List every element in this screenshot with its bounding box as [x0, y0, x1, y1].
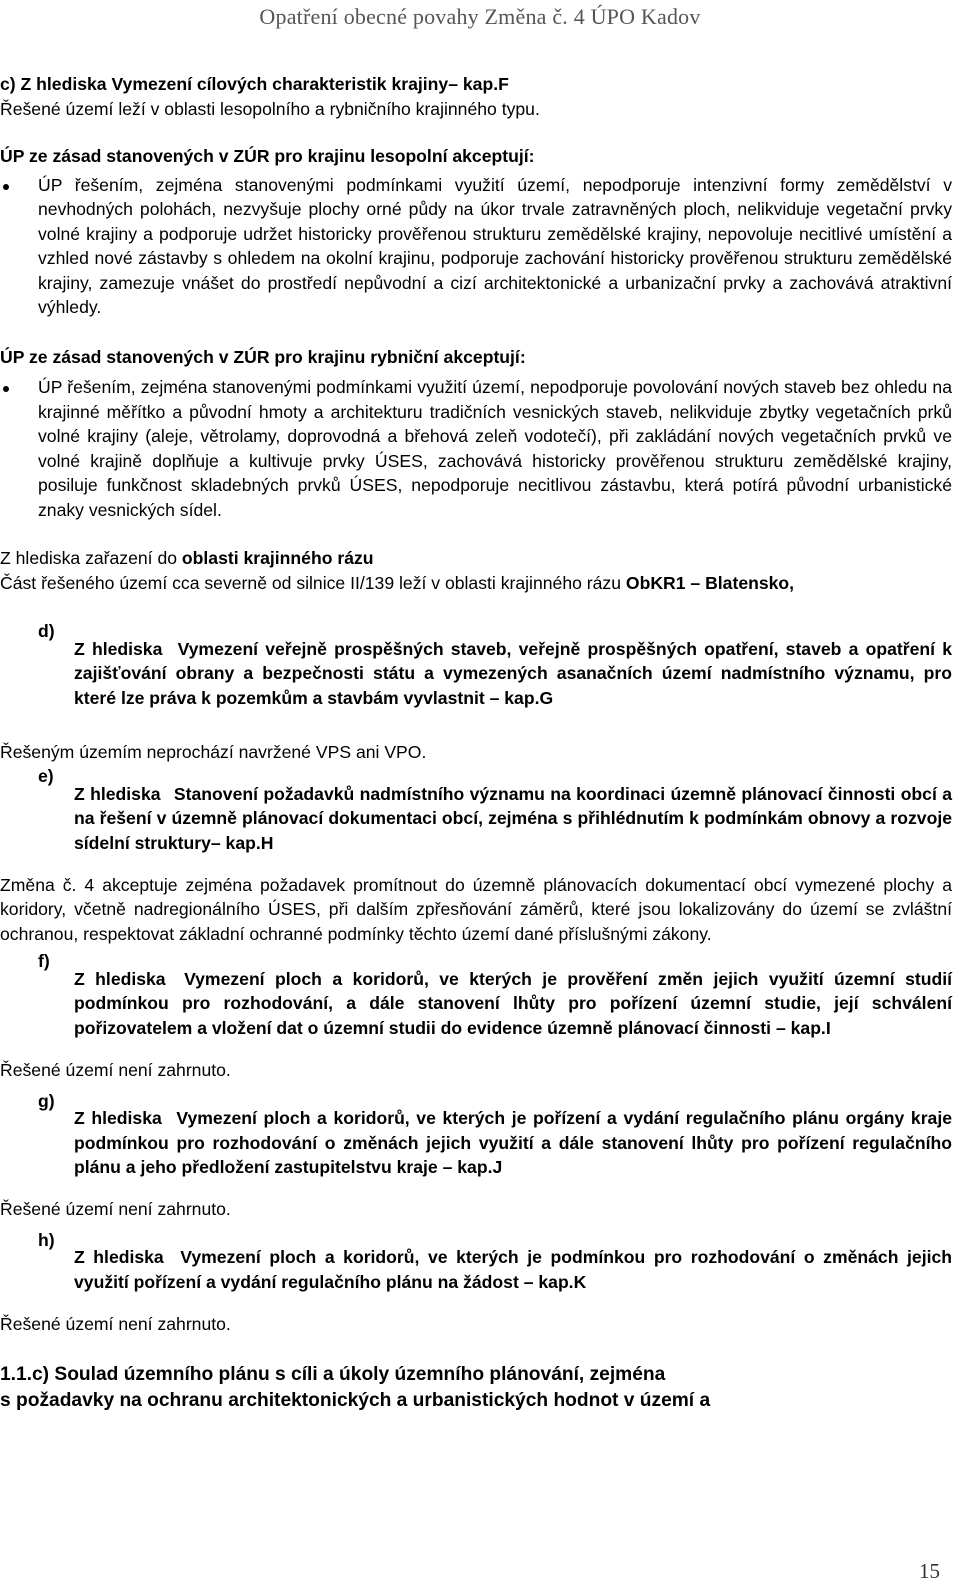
section-f [0, 949, 952, 1058]
section-h-note: Řešené území není zahrnuto. [0, 1313, 231, 1334]
section-e-text: Stanovení požadavků nadmístního významu na koordinaci územně plánovací činnosti obcí a na řešení v územně plánovací dokumentaci obcí, zejména s přihlédnutím k podmínkám obnovy a rozvoje sídelní struktury– kap.H [74, 783, 953, 853]
section-g-letter: g) [38, 1090, 55, 1111]
section-f-lead: Z hlediska [74, 968, 166, 989]
section-c-intro: Řešené území leží v oblasti lesopolního a rybničního krajinného typu. [0, 98, 540, 119]
section-h [0, 1228, 952, 1312]
forest-bullet-item [0, 173, 952, 320]
section-f-letter: f) [38, 951, 50, 972]
section-e-heading [74, 782, 952, 856]
section-g-heading [74, 1106, 952, 1180]
section-d-heading [74, 637, 952, 711]
page-content [0, 72, 952, 1414]
section-1-1-c-heading-line1: 1.1.c) Soulad územního plánu s cíli a úkoly územního plánování, zejména [0, 1364, 666, 1386]
section-h-letter: h) [38, 1229, 55, 1250]
landscape-area-prefix: Z hlediska zařazení do [0, 548, 182, 568]
section-1-1-c-heading-line2: s požadavky na ochranu architektonických a urbanistických hodnot v území a [0, 1390, 711, 1412]
pond-bullet-text: ÚP řešením, zejména stanovenými podmínkami využití území, nepodporuje povolování nových staveb bez ohledu na krajinné měřítko a původní hmoty a architekturu tradičních vesnických staveb, nelikviduje zbytky vegetačních prků volné krajiny (aleje, větrolamy, doprovodná a břehová zeleň vodotečí), při zakládání nových vegetačních prvků ve volné krajině doplňuje a kultivuje prvky ÚSES, zachovává historicky prověřenou strukturu zemědělské krajiny, posiluje funkčnost skladebných prvků ÚSES, nepodporuje necitlivou zástavbu, která potírá původní urbanistické znaky vesnických sídel. [38, 377, 952, 520]
section-d-letter: d) [38, 621, 55, 641]
landscape-area-line [0, 546, 952, 571]
section-g-lead: Z hlediska [74, 1108, 162, 1129]
section-d-text: Vymezení veřejně prospěšných staveb, veřejně prospěšných opatření, staveb a opatření k zajišťování obrany a bezpečnosti státu a vymezených asanačních území nadmístního významu, pro které lze práva k pozemkům a stavbám vyvlastnit – kap.G [74, 638, 952, 708]
section-d-lead: Z hlediska [74, 638, 163, 659]
page-number: 15 [919, 1559, 940, 1583]
section-g-text: Vymezení ploch a koridorů, ve kterých je pořízení a vydání regulačního plánu orgány kraje podmínkou pro rozhodování o změnách jejich využití a dále stanovení lhůty pro pořízení regulačního plánu a jeho předložení zastupitelstvu kraje – kap.J [74, 1108, 953, 1178]
bullet-icon [0, 173, 38, 320]
section-e-letter: e) [38, 766, 54, 787]
landscape-area-bold: oblasti krajinného rázu [181, 548, 374, 568]
forest-bullet-text: ÚP řešením, zejména stanovenými podmínkami využití území, nepodporuje intenzivní formy zemědělství v nevhodných polohách, nezvyšuje plochy orné půdy na úkor trvale zatravněných ploch, nelikviduje vegetační prvky volné krajiny a podporuje udržet historicky prověřenou strukturu zemědělské krajiny, nepovoluje necitlivé umístění a vzhled nové zástavby s ohledem na okolní krajinu, podporuje zachování historicky prověřenou strukturu zemědělské krajiny, zamezuje vnášet do prostředí nepůvodní a cizí architektonické a urbanizační prvky a zachovává atraktivní výhledy. [38, 174, 952, 317]
section-c-heading: c) Z hlediska Vymezení cílových charakteristik krajiny– kap.F [0, 74, 509, 94]
section-h-text: Vymezení ploch a koridorů, ve kterých je podmínkou pro rozhodování o změnách jejich využití pořízení a vydání regulačního plánu na žádost – kap.K [74, 1247, 953, 1292]
pond-bullet-item [0, 375, 952, 522]
page-header: Opatření obecné povahy Změna č. 4 ÚPO Kadov [259, 4, 701, 29]
section-f-text: Vymezení ploch a koridorů, ve kterých je prověření změn jejich využití územní studií podmínkou pro rozhodování, a dále stanovení lhůty pro pořízení územní studie, její schválení pořizovatelem a vložení dat o územní studii do evidence územně plánovací činnosti – kap.I [74, 968, 953, 1038]
section-e-note: Změna č. 4 akceptuje zejména požadavek promítnout do územně plánovacích dokumentací obcí vymezené plochy a koridory, včetně nadregionálního ÚSES, při dalším zpřesňování záměrů, které jsou lokalizovány do území se zvláštní ochranou, respektovat základní ochranné podmínky těchto území dané příslušnými zákony. [0, 874, 952, 944]
section-g-note: Řešené území není zahrnuto. [0, 1199, 231, 1220]
section-e [0, 764, 952, 873]
landscape-region-line [0, 571, 952, 596]
section-d [0, 619, 952, 728]
section-e-lead: Z hlediska [74, 783, 161, 804]
section-h-lead: Z hlediska [74, 1247, 164, 1268]
section-f-heading [74, 967, 952, 1041]
landscape-region-prefix: Část řešeného území cca severně od silnice II/139 leží v oblasti krajinného rázu [0, 572, 626, 593]
landscape-region-bold: ObKR1 – Blatensko, [625, 572, 795, 593]
bullet-icon [0, 375, 38, 522]
section-d-note: Řešeným územím neprochází navržené VPS ani VPO. [0, 741, 427, 762]
pond-heading: ÚP ze zásad stanovených v ZÚR pro krajinu rybniční akceptují: [0, 346, 526, 367]
section-g [0, 1089, 952, 1198]
section-h-heading [74, 1245, 952, 1294]
forest-heading: ÚP ze zásad stanovených v ZÚR pro krajinu lesopolní akceptují: [0, 146, 535, 166]
section-f-note: Řešené území není zahrnuto. [0, 1060, 231, 1081]
